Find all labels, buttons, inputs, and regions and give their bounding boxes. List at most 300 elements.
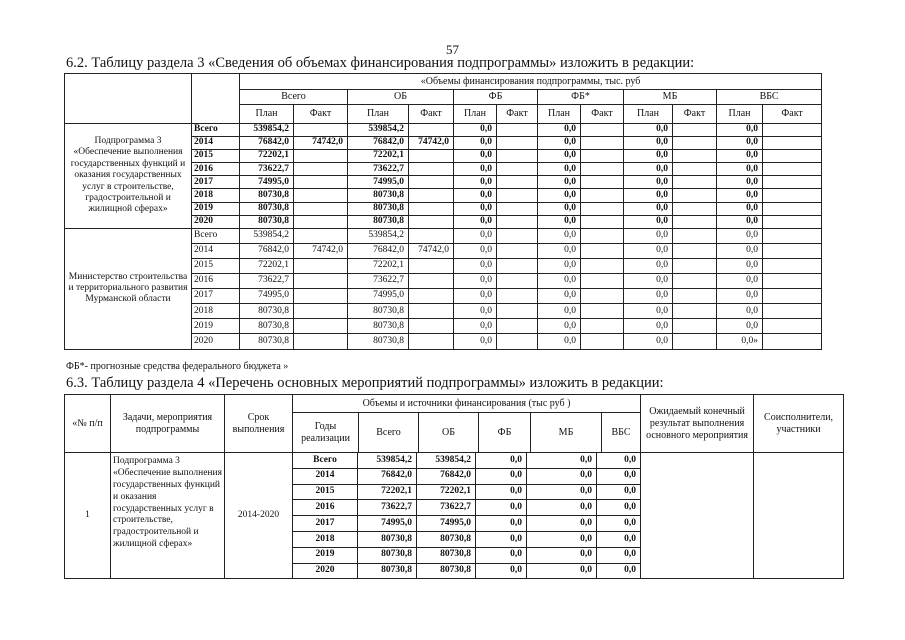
value-cell: 0,0 <box>624 319 673 334</box>
value-cell: 0,0 <box>454 137 497 150</box>
value-cell: 0,0 <box>624 189 673 202</box>
value-cell: 0,0 <box>454 176 497 189</box>
plan-header: План <box>538 105 581 124</box>
value-cell <box>497 163 538 176</box>
value-cell <box>294 215 348 228</box>
year-cell: 2018 <box>293 531 358 547</box>
value-cell: 0,0 <box>717 215 763 228</box>
value-cell <box>581 334 624 349</box>
value-cell: 80730,8 <box>240 189 294 202</box>
value-cell <box>581 243 624 258</box>
year-cell: 2019 <box>192 202 240 215</box>
value-cell: 0,0 <box>624 258 673 273</box>
fact-header: Факт <box>581 105 624 124</box>
value-cell <box>763 124 822 137</box>
block-name: Министерство строительства и территориального развития Мурманской области <box>65 228 192 349</box>
table-row <box>65 453 844 469</box>
year-cell: 2014 <box>192 243 240 258</box>
value-cell: 0,0 <box>454 334 497 349</box>
value-cell <box>673 150 717 163</box>
coexec-cell <box>754 453 844 579</box>
value-cell: 0,0 <box>454 150 497 163</box>
value-cell <box>673 124 717 137</box>
value-cell: 0,0 <box>624 274 673 289</box>
value-cell: 0,0 <box>624 124 673 137</box>
value-cell <box>409 334 454 349</box>
col-result-header: Ожидаемый конечный результат выполнения основного мероприятия <box>641 395 754 453</box>
value-cell: 80730,8 <box>348 304 409 319</box>
value-cell: 539854,2 <box>348 228 409 243</box>
col-num-header: «№ п/п <box>65 395 111 453</box>
value-cell: 0,0 <box>538 137 581 150</box>
year-cell: 2016 <box>192 163 240 176</box>
value-cell <box>294 228 348 243</box>
year-cell: 2020 <box>293 563 358 579</box>
fact-header: Факт <box>409 105 454 124</box>
value-cell <box>409 215 454 228</box>
value-cell: 80730,8 <box>417 547 476 563</box>
task-name: Подпрограмма 3 «Обеспечение выполнения государственных функций и оказания государственных услуг в строительстве, градостроительной и жилищной сферах» <box>111 453 225 579</box>
value-cell <box>673 274 717 289</box>
value-cell: 0,0 <box>454 215 497 228</box>
value-cell <box>497 319 538 334</box>
header-volumes: «Объемы финансирования подпрограммы, тыс. руб <box>240 74 822 90</box>
value-cell: 73622,7 <box>348 274 409 289</box>
value-cell <box>763 189 822 202</box>
value-cell <box>581 137 624 150</box>
value-cell <box>409 258 454 273</box>
year-cell: 2014 <box>192 137 240 150</box>
value-cell <box>581 319 624 334</box>
value-cell: 80730,8 <box>358 531 417 547</box>
value-cell <box>763 319 822 334</box>
value-cell: 80730,8 <box>348 202 409 215</box>
value-cell: 539854,2 <box>240 228 294 243</box>
year-cell: 2014 <box>293 468 358 484</box>
value-cell <box>581 228 624 243</box>
value-cell: 0,0 <box>717 150 763 163</box>
value-cell: 0,0 <box>538 243 581 258</box>
value-cell: 0,0 <box>454 304 497 319</box>
value-cell: 80730,8 <box>240 202 294 215</box>
value-cell: 76842,0 <box>348 137 409 150</box>
value-cell: 73622,7 <box>348 163 409 176</box>
col-term-header: Срок выполнения <box>225 395 293 453</box>
main-activities-table <box>64 394 844 579</box>
value-cell: 0,0 <box>527 531 597 547</box>
value-cell <box>581 189 624 202</box>
value-cell: 0,0 <box>717 189 763 202</box>
year-cell: 2016 <box>293 500 358 516</box>
year-cell: 2015 <box>192 258 240 273</box>
value-cell: 0,0 <box>538 176 581 189</box>
section-6-2-heading: 6.2. Таблицу раздела 3 «Сведения об объемах финансирования подпрограммы» изложить в редакции: <box>66 55 695 71</box>
value-cell: 0,0 <box>624 150 673 163</box>
term-cell: 2014-2020 <box>225 453 293 579</box>
value-cell: 0,0 <box>538 189 581 202</box>
plan-header: План <box>240 105 294 124</box>
value-cell: 0,0 <box>624 228 673 243</box>
value-cell: 0,0 <box>454 124 497 137</box>
plan-header: План <box>348 105 409 124</box>
value-cell: 0,0 <box>717 304 763 319</box>
value-cell <box>294 189 348 202</box>
value-cell: 0,0 <box>597 500 641 516</box>
year-cell: 2018 <box>192 189 240 202</box>
value-cell <box>763 334 822 349</box>
fact-header: Факт <box>673 105 717 124</box>
value-cell: 0,0 <box>476 563 527 579</box>
value-cell: 0,0 <box>538 228 581 243</box>
value-cell: 0,0 <box>454 319 497 334</box>
value-cell <box>294 176 348 189</box>
value-cell: 74742,0 <box>294 137 348 150</box>
value-cell: 72202,1 <box>358 484 417 500</box>
value-cell: 0,0 <box>597 563 641 579</box>
row-number: 1 <box>65 453 111 579</box>
header-blank <box>65 74 192 124</box>
year-cell: 2015 <box>293 484 358 500</box>
value-cell: 80730,8 <box>348 319 409 334</box>
value-cell <box>763 150 822 163</box>
value-cell <box>581 124 624 137</box>
value-cell: 0,0 <box>717 176 763 189</box>
value-cell: 0,0 <box>538 274 581 289</box>
value-cell <box>409 189 454 202</box>
value-cell: 0,0 <box>538 304 581 319</box>
value-cell <box>673 176 717 189</box>
value-cell: 80730,8 <box>240 334 294 349</box>
value-cell <box>294 163 348 176</box>
value-cell: 74995,0 <box>358 516 417 532</box>
value-cell <box>409 163 454 176</box>
value-cell: 0,0 <box>476 453 527 469</box>
value-cell: 0,0 <box>597 468 641 484</box>
value-cell: 0,0 <box>538 163 581 176</box>
year-cell: 2017 <box>192 289 240 304</box>
value-cell <box>581 150 624 163</box>
value-cell: 0,0 <box>624 202 673 215</box>
value-cell <box>673 215 717 228</box>
value-cell <box>409 304 454 319</box>
year-cell: 2015 <box>192 150 240 163</box>
value-cell: 80730,8 <box>417 563 476 579</box>
value-cell: 0,0 <box>717 258 763 273</box>
value-cell: 539854,2 <box>240 124 294 137</box>
value-cell: 0,0 <box>538 150 581 163</box>
value-cell: 539854,2 <box>417 453 476 469</box>
value-cell <box>294 319 348 334</box>
plan-header: План <box>454 105 497 124</box>
value-cell: 539854,2 <box>348 124 409 137</box>
value-cell <box>294 274 348 289</box>
year-cell: 2020 <box>192 334 240 349</box>
value-cell <box>294 334 348 349</box>
value-cell <box>763 304 822 319</box>
value-cell <box>673 189 717 202</box>
value-cell: 0,0 <box>527 516 597 532</box>
value-cell <box>497 150 538 163</box>
vsego-header: Всего <box>359 413 419 452</box>
value-cell: 76842,0 <box>240 137 294 150</box>
value-cell <box>409 319 454 334</box>
group-header: ФБ <box>454 90 538 105</box>
value-cell: 80730,8 <box>417 531 476 547</box>
value-cell <box>673 137 717 150</box>
value-cell: 80730,8 <box>240 319 294 334</box>
value-cell: 0,0 <box>624 176 673 189</box>
col-coexec-header: Соисполнители, участники <box>754 395 844 453</box>
activities-body <box>65 453 844 579</box>
value-cell <box>497 202 538 215</box>
fact-header: Факт <box>763 105 822 124</box>
value-cell: 0,0 <box>454 189 497 202</box>
value-cell: 0,0 <box>454 258 497 273</box>
value-cell: 0,0 <box>476 516 527 532</box>
value-cell: 73622,7 <box>240 274 294 289</box>
value-cell <box>409 124 454 137</box>
value-cell: 80730,8 <box>240 304 294 319</box>
value-cell: 0,0 <box>597 453 641 469</box>
volumes-title: Объемы и источники финансирования (тыс руб ) <box>293 395 640 413</box>
value-cell: 0,0 <box>476 531 527 547</box>
value-cell <box>497 289 538 304</box>
value-cell: 74742,0 <box>294 243 348 258</box>
value-cell <box>673 304 717 319</box>
value-cell: 0,0 <box>624 215 673 228</box>
value-cell <box>673 289 717 304</box>
table-row <box>65 124 822 137</box>
value-cell: 0,0 <box>527 563 597 579</box>
value-cell: 72202,1 <box>417 484 476 500</box>
value-cell: 0,0 <box>454 228 497 243</box>
value-cell <box>763 243 822 258</box>
page-number: 57 <box>446 42 459 57</box>
year-cell: Всего <box>192 124 240 137</box>
year-cell: 2017 <box>293 516 358 532</box>
value-cell <box>409 289 454 304</box>
value-cell: 72202,1 <box>348 258 409 273</box>
value-cell <box>581 289 624 304</box>
value-cell <box>294 258 348 273</box>
value-cell: 72202,1 <box>240 258 294 273</box>
value-cell: 73622,7 <box>358 500 417 516</box>
value-cell: 74995,0 <box>417 516 476 532</box>
vbs-header: ВБС <box>611 426 631 438</box>
value-cell: 0,0 <box>538 289 581 304</box>
value-cell <box>763 274 822 289</box>
value-cell: 80730,8 <box>358 563 417 579</box>
ob-header: ОБ <box>419 413 479 452</box>
value-cell: 80730,8 <box>240 215 294 228</box>
year-cell: 2017 <box>192 176 240 189</box>
value-cell: 0,0 <box>527 547 597 563</box>
value-cell: 0,0 <box>624 334 673 349</box>
value-cell <box>763 258 822 273</box>
value-cell <box>497 334 538 349</box>
value-cell: 76842,0 <box>348 243 409 258</box>
value-cell <box>673 243 717 258</box>
value-cell <box>673 334 717 349</box>
value-cell <box>409 274 454 289</box>
value-cell <box>409 202 454 215</box>
value-cell: 0,0 <box>476 484 527 500</box>
value-cell: 0,0» <box>717 334 763 349</box>
group-header: МБ <box>624 90 717 105</box>
value-cell: 76842,0 <box>417 468 476 484</box>
mb-header: МБ <box>531 413 602 452</box>
fact-header: Факт <box>294 105 348 124</box>
year-cell: 2016 <box>192 274 240 289</box>
year-cell: 2019 <box>293 547 358 563</box>
year-cell: 2018 <box>192 304 240 319</box>
value-cell <box>581 163 624 176</box>
year-cell: 2020 <box>192 215 240 228</box>
value-cell <box>497 258 538 273</box>
col-volumes-header <box>293 395 641 453</box>
value-cell: 0,0 <box>717 137 763 150</box>
value-cell: 80730,8 <box>348 189 409 202</box>
value-cell <box>763 202 822 215</box>
value-cell: 0,0 <box>624 243 673 258</box>
table-row <box>65 228 822 243</box>
value-cell: 76842,0 <box>358 468 417 484</box>
value-cell: 0,0 <box>597 547 641 563</box>
value-cell: 0,0 <box>527 500 597 516</box>
value-cell: 80730,8 <box>348 215 409 228</box>
value-cell: 76842,0 <box>240 243 294 258</box>
value-cell: 0,0 <box>538 334 581 349</box>
value-cell <box>581 215 624 228</box>
value-cell: 0,0 <box>454 202 497 215</box>
value-cell <box>581 274 624 289</box>
year-cell: Всего <box>293 453 358 469</box>
footnote: ФБ*- прогнозные средства федерального бюджета » <box>66 361 289 372</box>
value-cell: 0,0 <box>717 163 763 176</box>
value-cell <box>763 215 822 228</box>
value-cell <box>763 163 822 176</box>
value-cell: 72202,1 <box>240 150 294 163</box>
value-cell <box>294 289 348 304</box>
value-cell: 0,0 <box>454 163 497 176</box>
financing-volumes-table <box>64 73 822 350</box>
value-cell: 0,0 <box>717 274 763 289</box>
year-cell: Всего <box>192 228 240 243</box>
subprogram-block <box>65 124 822 229</box>
value-cell: 0,0 <box>454 289 497 304</box>
value-cell: 74742,0 <box>409 137 454 150</box>
value-cell: 539854,2 <box>358 453 417 469</box>
value-cell: 0,0 <box>527 484 597 500</box>
value-cell <box>581 304 624 319</box>
value-cell <box>763 137 822 150</box>
value-cell <box>409 176 454 189</box>
plan-header: План <box>624 105 673 124</box>
block-name: Подпрограмма 3 «Обеспечение выполнения государственных функций и оказания государственных услуг в строительстве, градостроительной и жилищной сферах» <box>65 124 192 229</box>
value-cell <box>497 274 538 289</box>
value-cell: 0,0 <box>476 547 527 563</box>
value-cell: 0,0 <box>527 453 597 469</box>
value-cell: 0,0 <box>624 137 673 150</box>
fact-header: Факт <box>497 105 538 124</box>
value-cell: 74742,0 <box>409 243 454 258</box>
value-cell: 0,0 <box>476 500 527 516</box>
value-cell: 74995,0 <box>240 176 294 189</box>
value-cell <box>497 189 538 202</box>
value-cell: 72202,1 <box>348 150 409 163</box>
value-cell <box>763 228 822 243</box>
value-cell: 0,0 <box>454 274 497 289</box>
value-cell <box>497 137 538 150</box>
value-cell <box>673 319 717 334</box>
value-cell <box>673 228 717 243</box>
fb-header: ФБ <box>479 413 531 452</box>
value-cell: 0,0 <box>717 202 763 215</box>
value-cell: 80730,8 <box>348 334 409 349</box>
value-cell <box>763 176 822 189</box>
value-cell: 80730,8 <box>358 547 417 563</box>
value-cell <box>581 258 624 273</box>
value-cell: 0,0 <box>476 468 527 484</box>
group-header: ФБ* <box>538 90 624 105</box>
value-cell: 0,0 <box>717 319 763 334</box>
group-header: ОБ <box>348 90 454 105</box>
value-cell: 0,0 <box>538 319 581 334</box>
value-cell: 0,0 <box>717 124 763 137</box>
value-cell: 0,0 <box>538 258 581 273</box>
value-cell <box>581 202 624 215</box>
value-cell <box>673 202 717 215</box>
value-cell <box>409 150 454 163</box>
year-cell: 2019 <box>192 319 240 334</box>
value-cell <box>294 304 348 319</box>
value-cell: 73622,7 <box>417 500 476 516</box>
value-cell: 74995,0 <box>348 289 409 304</box>
header-blank <box>192 74 240 124</box>
group-header: Всего <box>240 90 348 105</box>
value-cell: 0,0 <box>538 202 581 215</box>
value-cell: 0,0 <box>717 243 763 258</box>
value-cell <box>497 243 538 258</box>
value-cell <box>497 228 538 243</box>
value-cell <box>294 150 348 163</box>
value-cell: 73622,7 <box>240 163 294 176</box>
value-cell: 74995,0 <box>240 289 294 304</box>
value-cell <box>497 304 538 319</box>
value-cell: 0,0 <box>538 215 581 228</box>
value-cell: 0,0 <box>624 289 673 304</box>
value-cell: 0,0 <box>597 531 641 547</box>
section-6-3-heading: 6.3. Таблицу раздела 4 «Перечень основных мероприятий подпрограммы» изложить в редакции: <box>66 375 664 391</box>
value-cell <box>497 124 538 137</box>
value-cell: 0,0 <box>717 228 763 243</box>
value-cell: 0,0 <box>624 163 673 176</box>
plan-header: План <box>717 105 763 124</box>
group-header: ВБС <box>717 90 822 105</box>
value-cell <box>673 163 717 176</box>
value-cell: 0,0 <box>538 124 581 137</box>
col-tasks-header: Задачи, мероприятия подпрограммы <box>111 395 225 453</box>
value-cell <box>497 176 538 189</box>
value-cell <box>763 289 822 304</box>
result-cell <box>641 453 754 579</box>
value-cell: 0,0 <box>597 484 641 500</box>
value-cell: 0,0 <box>624 304 673 319</box>
value-cell: 0,0 <box>454 243 497 258</box>
years-header: Годы реализации <box>293 413 359 452</box>
value-cell <box>294 124 348 137</box>
value-cell <box>497 215 538 228</box>
